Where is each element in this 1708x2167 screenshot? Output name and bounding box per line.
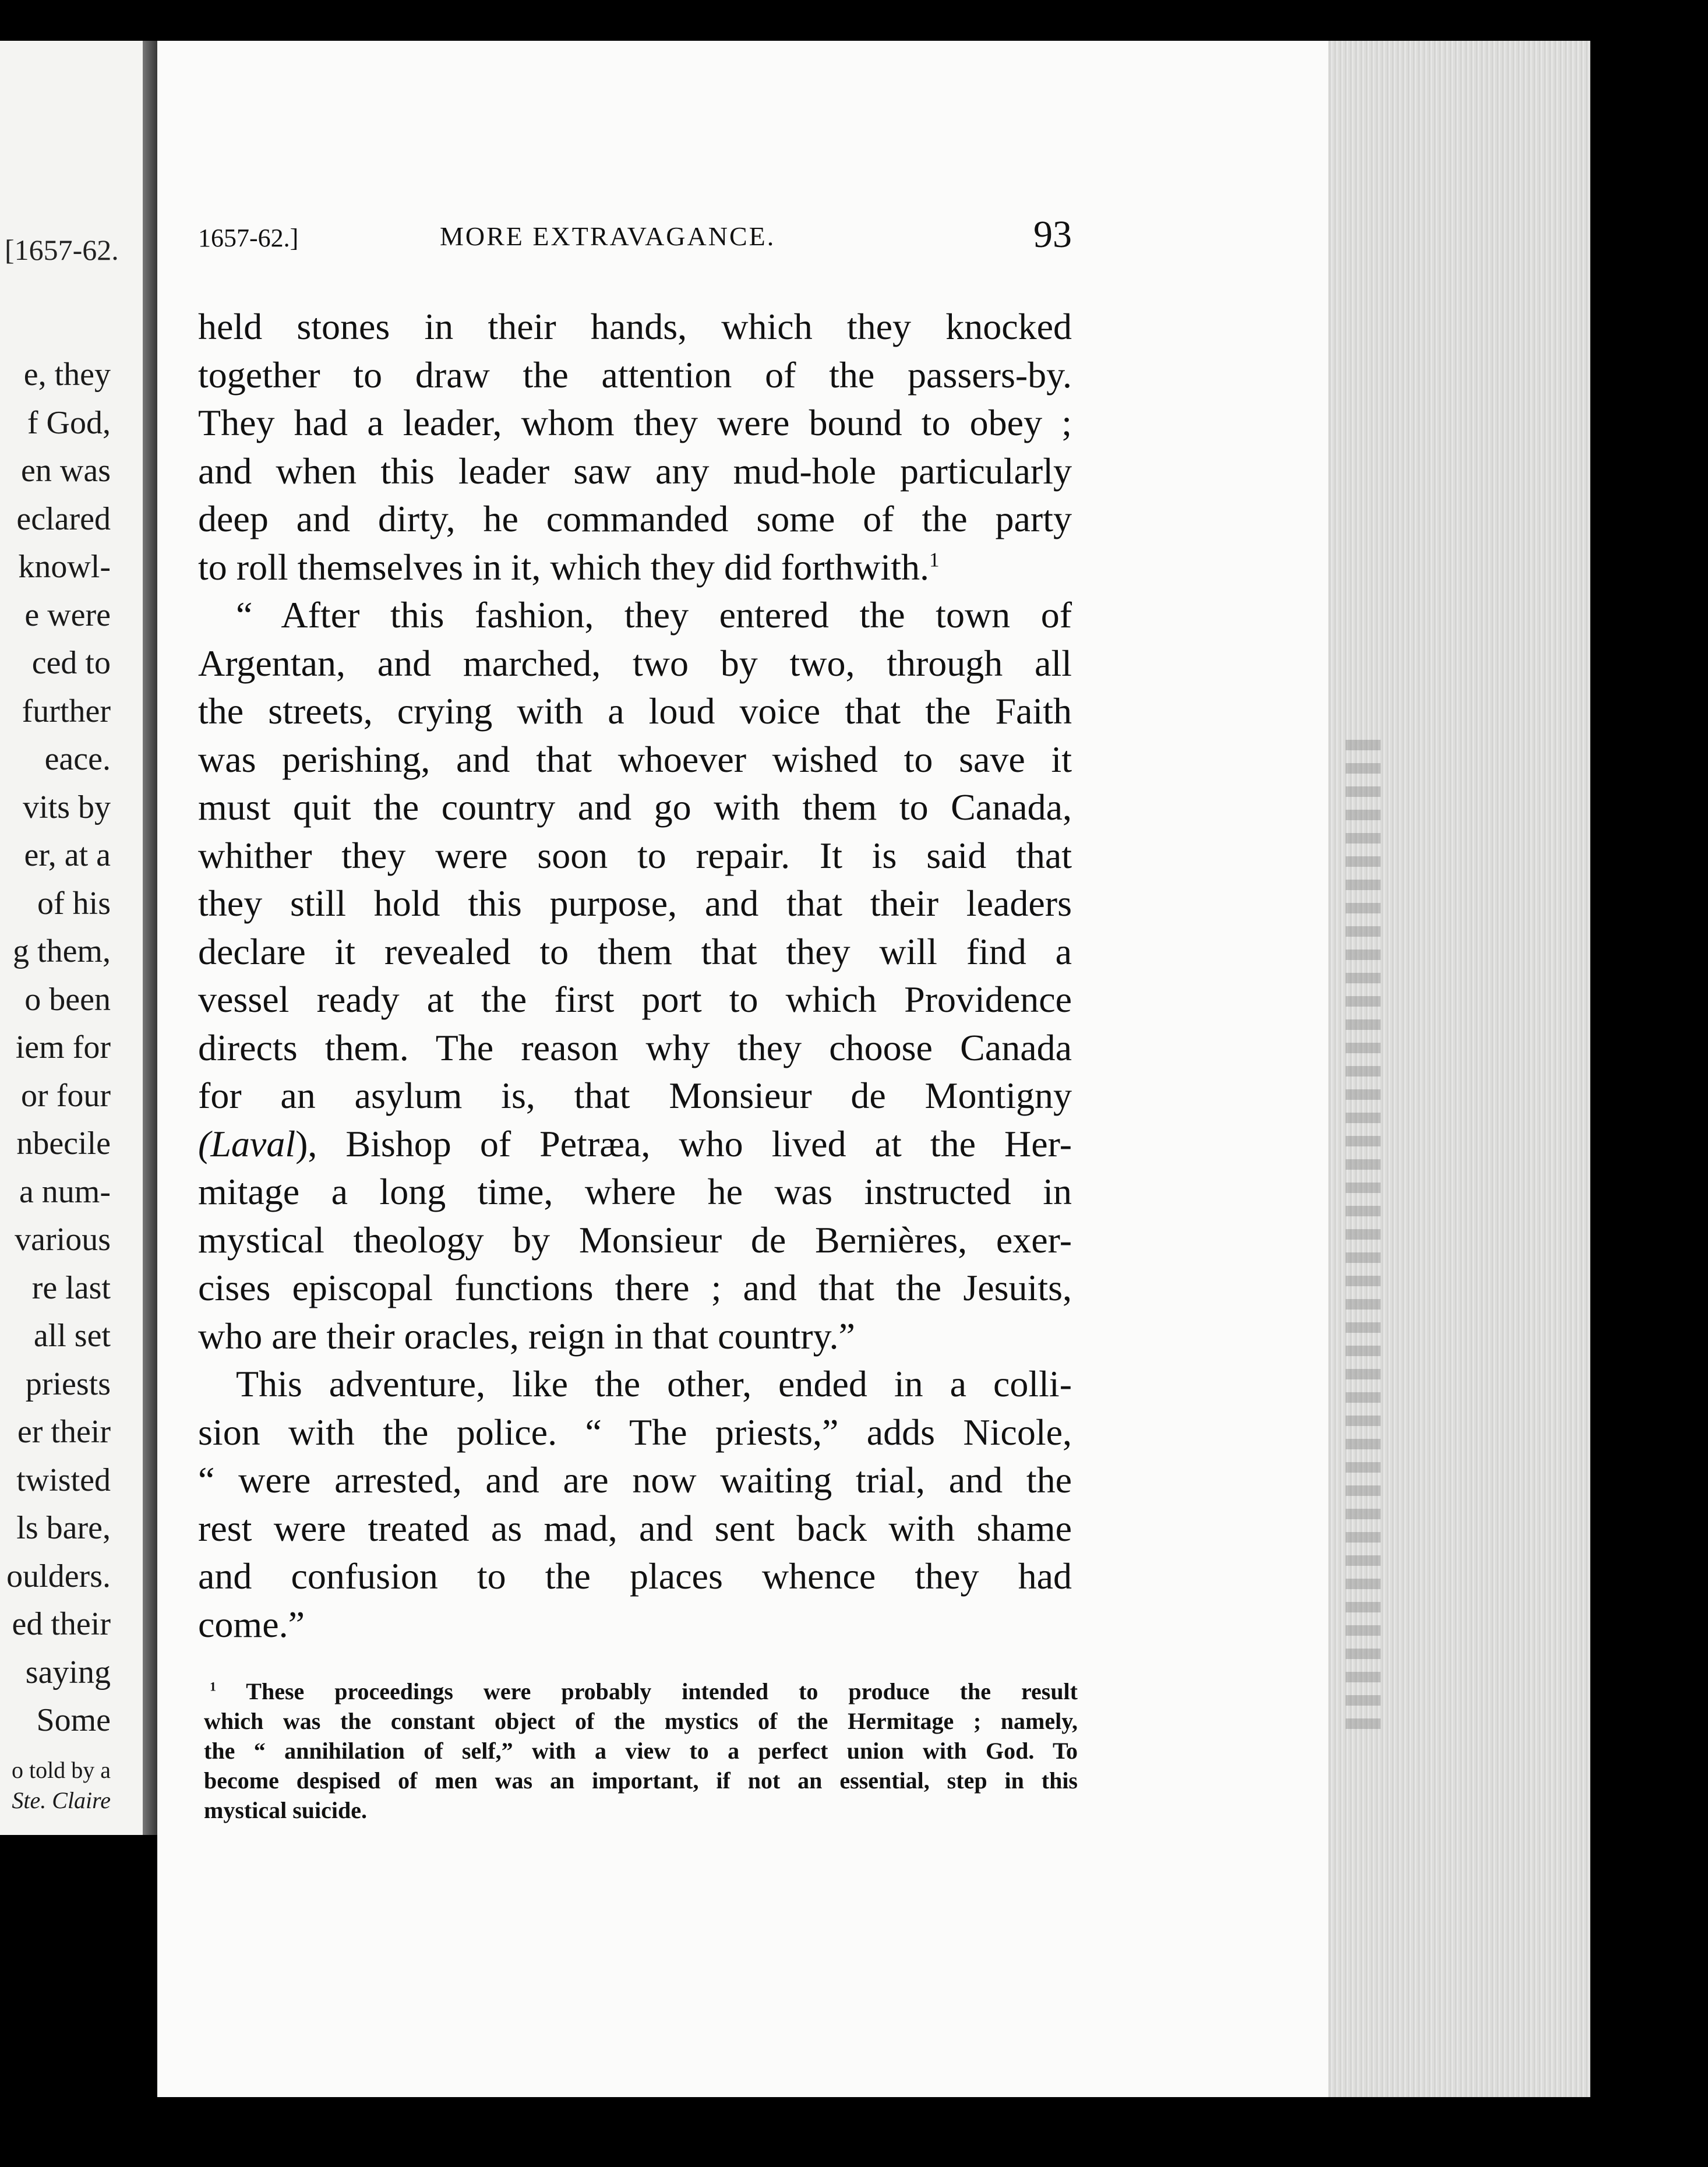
left-page-line: ls bare, <box>16 1510 111 1546</box>
left-page-footnote-line: Ste. Claire <box>12 1787 111 1813</box>
text-line <box>198 1120 1072 1169</box>
bottom-shadow <box>157 2097 1590 2167</box>
text-line: and confusion to the places whence they had <box>198 1555 1072 1597</box>
page-number: 93 <box>1033 213 1072 256</box>
text-line: for an asylum is, that Monsieur de Montigny <box>198 1075 1072 1116</box>
left-page-line: er, at a <box>24 837 111 873</box>
text-line: declare it revealed to them that they will find a <box>198 930 1072 972</box>
left-page-line: f God, <box>27 404 111 441</box>
text-line: the streets, crying with a loud voice that the Faith <box>198 690 1072 732</box>
text-line: “ were arrested, and are now waiting trial, and the <box>198 1459 1072 1501</box>
left-page-line: all set <box>33 1318 111 1354</box>
left-page-line: en was <box>21 453 111 489</box>
page-edge-marks <box>1346 740 1381 1730</box>
text-line: and when this leader saw any mud-hole particularly <box>198 450 1072 492</box>
footnote-line <box>204 1677 1078 1706</box>
left-page-line: or four <box>21 1077 111 1114</box>
left-page-line: oulders. <box>6 1558 111 1594</box>
text-line: who are their oracles, reign in that country.” <box>198 1315 855 1357</box>
text-line: held stones in their hands, which they knocked <box>198 306 1072 347</box>
text-line-content: ), Bishop of Petræa, who lived at the Her- <box>295 1123 1072 1164</box>
left-page-line: eace. <box>44 741 111 777</box>
left-page-line: further <box>22 693 111 729</box>
left-page-footnote-line: o told by a <box>12 1757 111 1783</box>
text-line: they still hold this purpose, and that their leaders <box>198 883 1072 924</box>
header-years: 1657-62.] <box>198 224 299 252</box>
footnote-line: become despised of men was an important, if not an essential, step in this <box>204 1767 1078 1794</box>
left-page-line: a num- <box>19 1173 111 1210</box>
left-page-line: er their <box>17 1414 111 1450</box>
running-header <box>198 213 1072 259</box>
body-text <box>198 303 1072 1649</box>
left-page-fragment <box>0 41 149 1835</box>
left-page-line: knowl- <box>18 549 111 585</box>
text-line: come.” <box>198 1603 305 1645</box>
left-page-line: g them, <box>13 933 111 969</box>
left-page-line: of his <box>37 885 111 922</box>
left-page-line: Some <box>36 1702 111 1738</box>
left-page-line: twisted <box>16 1462 111 1498</box>
page-edges <box>1328 41 1590 2115</box>
footnote-line-content: These proceedings were probably intended to produce the result <box>246 1678 1078 1704</box>
text-line: mitage a long time, where he was instructed in <box>198 1171 1072 1212</box>
footnote-marker: 1 <box>929 548 940 571</box>
left-page-line: ed their <box>12 1606 111 1642</box>
footnote-number: 1 <box>210 1679 216 1694</box>
text-line: “ After this fashion, they entered the town of <box>236 594 1072 636</box>
left-page-line: various <box>15 1222 111 1258</box>
text-line: must quit the country and go with them to Canada, <box>198 786 1072 828</box>
left-page-line: vits by <box>23 789 111 825</box>
text-line: They had a leader, whom they were bound to obey ; <box>198 402 1072 443</box>
left-page-line: ced to <box>31 645 111 681</box>
text-line: sion with the police. “ The priests,” adds Nicole, <box>198 1411 1072 1453</box>
chapter-title: MORE EXTRAVAGANCE. <box>440 221 776 251</box>
left-page-line: saying <box>25 1654 111 1690</box>
text-line: Argentan, and marched, two by two, through all <box>198 642 1072 684</box>
text-line: mystical theology by Monsieur de Bernières, exer- <box>198 1219 1072 1261</box>
left-page-line: re last <box>31 1269 111 1306</box>
left-page-line: e were <box>24 597 111 633</box>
footnote <box>204 1677 1078 1825</box>
text-line: deep and dirty, he commanded some of the party <box>198 498 1072 539</box>
italic-name: (Laval <box>198 1123 296 1164</box>
footnote-line: which was the constant object of the mystics of the Hermitage ; namely, <box>204 1708 1078 1734</box>
text-line: together to draw the attention of the passers-by. <box>198 354 1072 396</box>
footnote-line: the “ annihilation of self,” with a view to a perfect union with God. To <box>204 1738 1078 1764</box>
text-line-content: to roll themselves in it, which they did forthwith. <box>198 546 929 588</box>
text-line: was perishing, and that whoever wished to save it <box>198 738 1072 780</box>
text-line: directs them. The reason why they choose Canada <box>198 1026 1072 1068</box>
left-page-line: o been <box>24 981 111 1018</box>
text-line: cises episcopal functions there ; and that the Jesuits, <box>198 1267 1072 1308</box>
left-page-header: [1657-62. <box>5 234 119 266</box>
left-page-line: nbecile <box>16 1125 111 1162</box>
text-line: vessel ready at the first port to which Providence <box>198 979 1072 1020</box>
left-page-line: eclared <box>16 500 111 537</box>
text-line: rest were treated as mad, and sent back with shame <box>198 1507 1072 1549</box>
text-line: This adventure, like the other, ended in a colli- <box>236 1363 1072 1404</box>
text-line <box>198 543 1072 592</box>
left-page-line: e, they <box>23 357 111 393</box>
footnote-line: mystical suicide. <box>204 1797 367 1823</box>
left-page-line: priests <box>25 1365 111 1402</box>
left-page-line: iem for <box>15 1029 111 1065</box>
text-line: whither they were soon to repair. It is said that <box>198 834 1072 876</box>
